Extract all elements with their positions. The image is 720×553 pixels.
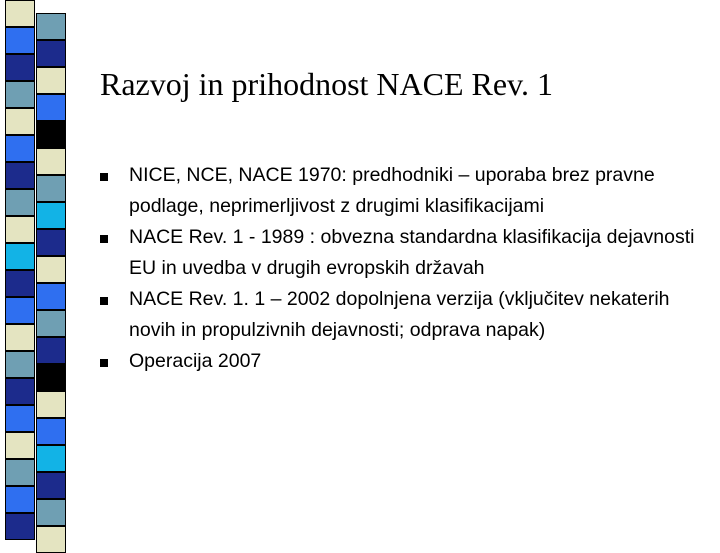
stripe-block xyxy=(5,513,35,540)
stripe-block xyxy=(36,148,66,175)
stripe-block xyxy=(36,472,66,499)
stripe-block xyxy=(5,162,35,189)
stripe-block xyxy=(36,202,66,229)
bullet-square-icon xyxy=(100,359,108,367)
decorative-stripe xyxy=(0,0,66,540)
stripe-block xyxy=(36,175,66,202)
stripe-block xyxy=(36,283,66,310)
stripe-block xyxy=(36,337,66,364)
bullet-square-icon xyxy=(100,297,108,305)
stripe-block xyxy=(5,0,35,27)
stripe-block xyxy=(36,94,66,121)
bullet-item xyxy=(98,346,708,377)
stripe-block xyxy=(36,256,66,283)
stripe-block xyxy=(5,459,35,486)
bullet-item xyxy=(98,222,708,284)
slide-title: Razvoj in prihodnost NACE Rev. 1 xyxy=(100,66,553,102)
stripe-block xyxy=(5,135,35,162)
bullet-square-icon xyxy=(100,235,108,243)
stripe-block xyxy=(5,324,35,351)
stripe-block xyxy=(36,13,66,40)
stripe-block xyxy=(5,81,35,108)
bullet-text: Operacija 2007 xyxy=(129,350,262,372)
stripe-block xyxy=(36,67,66,94)
stripe-block xyxy=(5,351,35,378)
bullet-item xyxy=(98,284,708,346)
stripe-block xyxy=(5,486,35,513)
stripe-block xyxy=(36,121,66,148)
bullet-list xyxy=(98,160,708,377)
stripe-block xyxy=(5,54,35,81)
stripe-block xyxy=(36,310,66,337)
stripe-block xyxy=(5,216,35,243)
stripe-block xyxy=(5,378,35,405)
stripe-block xyxy=(36,364,66,391)
bullet-text: NICE, NCE, NACE 1970: predhodniki – uporaba brez pravne podlage, neprimerljivost z drugimi klasifikacijami xyxy=(129,164,655,217)
stripe-block xyxy=(5,405,35,432)
stripe-block xyxy=(5,27,35,54)
stripe-block xyxy=(36,40,66,67)
stripe-block xyxy=(5,297,35,324)
stripe-block xyxy=(36,229,66,256)
stripe-block xyxy=(36,418,66,445)
stripe-block xyxy=(36,499,66,526)
bullet-item xyxy=(98,160,708,222)
bullet-text: NACE Rev. 1 - 1989 : obvezna standardna klasifikacija dejavnosti EU in uvedba v drugih evropskih državah xyxy=(129,226,695,279)
stripe-block xyxy=(5,432,35,459)
bullet-text: NACE Rev. 1. 1 – 2002 dopolnjena verzija (vključitev nekaterih novih in propulzivnih dejavnosti; odprava napak) xyxy=(129,288,670,341)
stripe-block xyxy=(5,189,35,216)
stripe-block xyxy=(5,270,35,297)
stripe-block xyxy=(36,445,66,472)
bullet-square-icon xyxy=(100,173,108,181)
stripe-block xyxy=(5,108,35,135)
stripe-block xyxy=(5,243,35,270)
stripe-block xyxy=(36,391,66,418)
